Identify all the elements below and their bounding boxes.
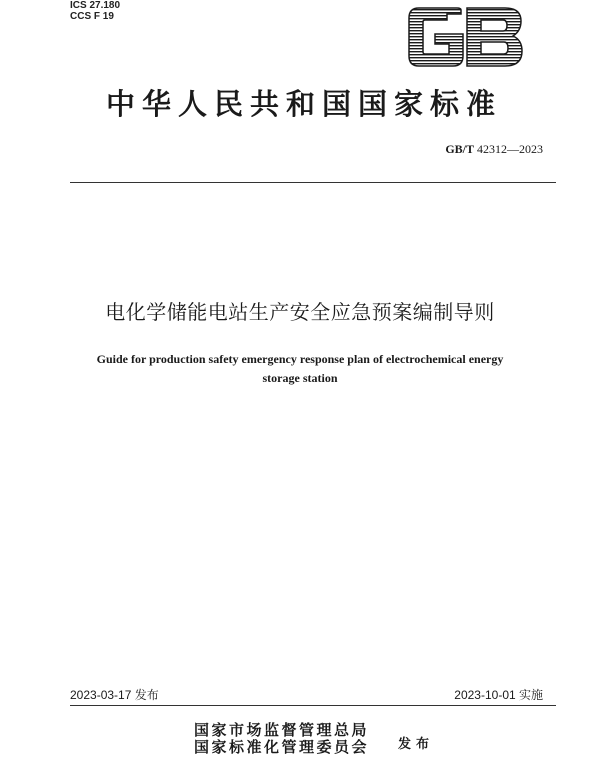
top-divider	[70, 182, 556, 183]
document-title-en-line1: Guide for production safety emergency response plan of electrochemical energy	[96, 352, 504, 366]
issue-label: 发布	[398, 737, 435, 752]
standard-type-title: 中华人民共和国国家标准	[105, 87, 502, 121]
document-title-en	[60, 350, 540, 388]
publish-date: 2023-03-17 发布	[70, 688, 159, 702]
document-title-cn: 电化学储能电站生产安全应急预案编制导则	[105, 300, 495, 324]
ccs-code: CCS F 19	[70, 11, 114, 22]
standard-number-value: 42312—2023	[477, 142, 543, 156]
bottom-divider	[70, 705, 556, 706]
issuer-samr: 国家市场监督管理总局	[194, 721, 370, 739]
document-title-en-line2: storage station	[262, 371, 338, 385]
issuing-authorities	[194, 722, 369, 756]
implementation-date: 2023-10-01 实施	[454, 688, 543, 702]
ics-code: ICS 27.180	[70, 0, 121, 11]
standard-number-prefix: GB/T	[445, 142, 474, 156]
gb-logo-icon	[405, 6, 525, 68]
issuer-sac: 国家标准化管理委员会	[194, 738, 370, 756]
standard-number	[445, 142, 543, 157]
